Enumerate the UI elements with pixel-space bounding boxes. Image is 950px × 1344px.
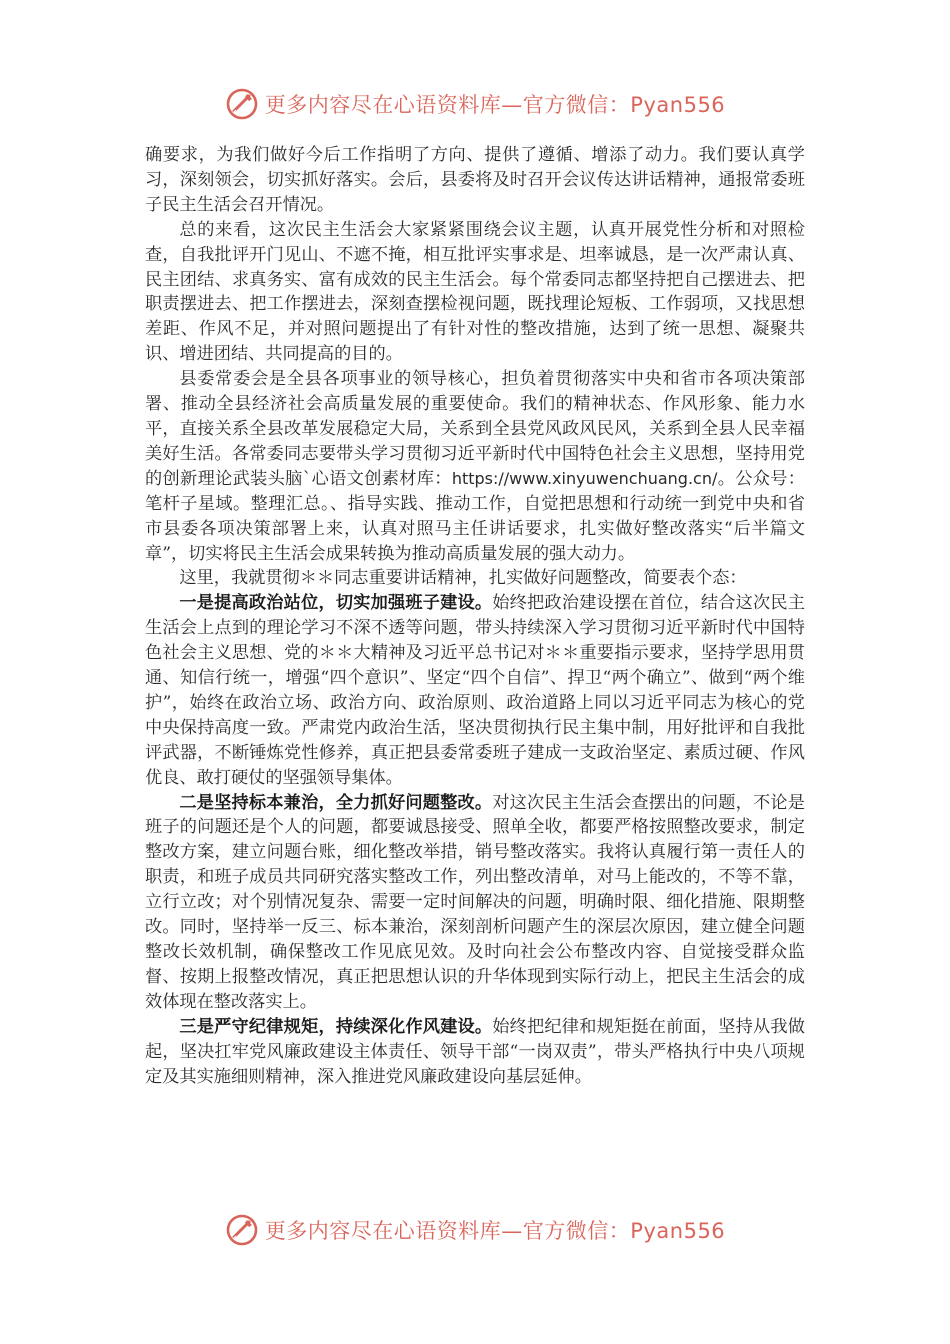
paragraph-text: 总的来看，这次民主生活会大家紧紧围绕会议主题，认真开展党性分析和对照检查，自我批评开门见山、不遮不掩，相互批评实事求是、坦率诚恳，是一次严肃认真、民主团结、求真务实、富有成效的民主生活会。每个常委同志都坚持把自己摆进去、把职责摆进去、把工作摆进去，深刻查摆检视问题，既找理论短板、工作弱项，又找思想差距、作风不足，并对照问题提出了有针对性的整改措施，达到了统一思想、凝聚共识、增进团结、共同提高的目的。 [145,219,805,365]
banner-text: 更多内容尽在心语资料库—官方微信：Pyan556 [264,93,726,117]
paragraph [145,1015,805,1090]
paragraph [145,566,805,591]
paragraph [145,791,805,1015]
paragraph-lead: 一是提高政治站位，切实加强班子建设。 [179,593,493,614]
website-url: https://www.xinyuwenchuang.cn/ [451,468,718,488]
paragraph [145,143,805,218]
paragraph-lead: 三是严守纪律规矩，持续深化作风建设。 [179,1016,493,1037]
pen-seal-logo-icon [225,87,259,121]
paragraph-text: 这里，我就贯彻＊＊同志重要讲话精神，扎实做好问题整改，简要表个态： [179,568,747,589]
paragraph-text: 。公众号：笔杆子星域。整理汇总。、指导实践、推动工作，自觉把思想和行动统一到党中央和省市县委各项决策部署上来，认真对照马主任讲话要求，扎实做好整改落实“后半篇文章”，切实将民主生活会成果转换为推动高质量发展的强大动力。 [145,468,805,564]
footer-banner [0,1210,950,1250]
paragraph-text: 始终把政治建设摆在首位，结合这次民主生活会上点到的理论学习不深不透等问题，带头持续深入学习贯彻习近平新时代中国特色社会主义思想、党的＊＊大精神及习近平总书记对＊＊重要指示要求，坚持学思用贯通、知信行统一，增强“四个意识”、坚定“四个自信”、捍卫“两个确立”、做到“两个维护”，始终在政治立场、政治方向、政治原则、政治道路上同以习近平同志为核心的党中央保持高度一致。严肃党内政治生活，坚决贯彻执行民主集中制，用好批评和自我批评武器，不断锤炼党性修养，真正把县委常委班子建成一支政治坚定、素质过硬、作风优良、敢打硬仗的坚强领导集体。 [145,593,805,788]
paragraph-text: 对这次民主生活会查摆出的问题，不论是班子的问题还是个人的问题，都要诚恳接受、照单全收，都要严格按照整改要求，制定整改方案，建立问题台账，细化整改举措，销号整改落实。我将认真履行第一责任人的职责，和班子成员共同研究落实整改工作，列出整改清单，对马上能改的，不等不靠，立行立改；对个别情况复杂、需要一定时间解决的问题，明确时限、细化措施、限期整改。同时，坚持举一反三、标本兼治，深刻剖析问题产生的深层次原因，建立健全问题整改长效机制，确保整改工作见底见效。及时向社会公布整改内容、自觉接受群众监督、按期上报整改情况，真正把思想认识的升华体现到实际行动上，把民主生活会的成效体现在整改落实上。 [145,792,805,1012]
paragraph [145,367,805,566]
document-body [145,143,805,1089]
paragraph-lead: 二是坚持标本兼治，全力抓好问题整改。 [179,792,493,813]
paragraph-text: 县委常委会是全县各项事业的领导核心，担负着贯彻落实中央和省市各项决策部署、推动全县经济社会高质量发展的重要使命。我们的精神状态、作风形象、能力水平，直接关系全县改革发展稳定大局，关系到全县党风政风民风，关系到全县人民幸福美好生活。各常委同志要带头学习贯彻习近平新时代中国特色社会主义思想，坚持用党的创新理论武装头脑`心语文创素材库： [145,369,805,489]
pen-seal-logo-icon [225,1213,259,1247]
header-banner [0,84,950,124]
paragraph-text: 确要求，为我们做好今后工作指明了方向、提供了遵循、增添了动力。我们要认真学习，深刻领会，切实抓好落实。会后，县委将及时召开会议传达讲话精神，通报常委班子民主生活会召开情况。 [145,145,805,215]
paragraph-text: 始终把纪律和规矩挺在前面，坚持从我做起，坚决扛牢党风廉政建设主体责任、领导干部“一岗双责”，带头严格执行中央八项规定及其实施细则精神，深入推进党风廉政建设向基层延伸。 [145,1016,805,1087]
paragraph [145,218,805,367]
banner-text: 更多内容尽在心语资料库—官方微信：Pyan556 [264,1219,726,1243]
paragraph [145,591,805,790]
